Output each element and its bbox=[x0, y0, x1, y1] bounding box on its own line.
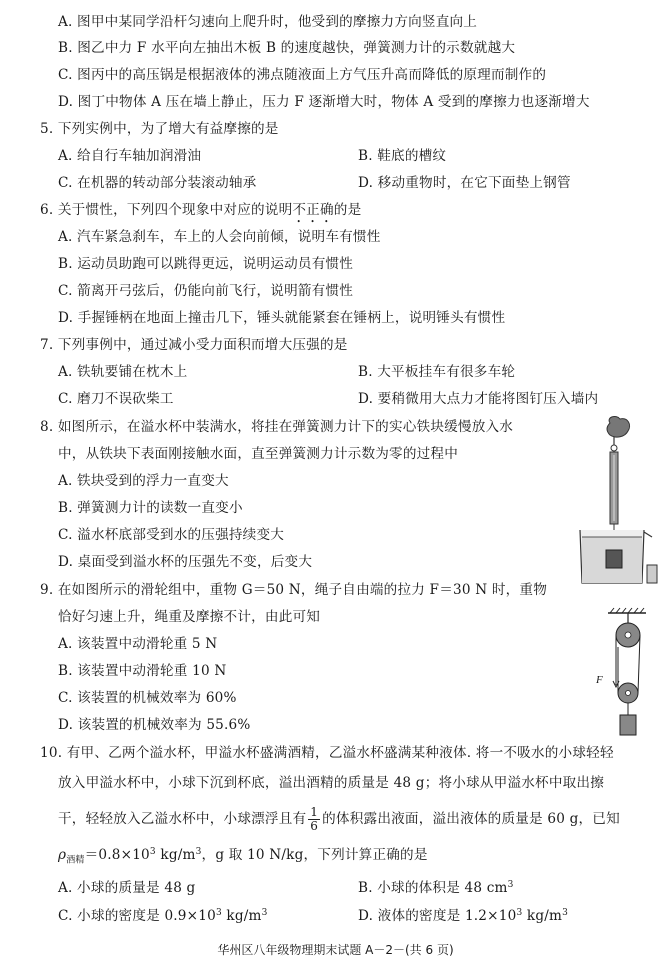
q10-stem-line4 bbox=[58, 846, 428, 870]
q4-option-c: C. 图丙中的高压锅是根据液体的沸点随液面上方气压升高而降低的原理而制作的 bbox=[58, 67, 547, 83]
q10-option-c-unit: kg/m bbox=[221, 908, 262, 924]
q8-figure bbox=[570, 415, 658, 590]
q9-stem-line2: 恰好匀速上升，绳重及摩擦不计，由此可知 bbox=[58, 609, 321, 625]
q6-option-a: A. 汽车紧急刹车，车上的人会向前倾，说明车有惯性 bbox=[58, 229, 381, 245]
q10-stem4-b: kg/m bbox=[155, 847, 196, 863]
q6-stem-pre: 6. 关于惯性，下列四个现象中对应的说明 bbox=[40, 202, 293, 218]
q9-option-c: C. 该装置的机械效率为 60% bbox=[58, 690, 237, 706]
q10-stem4-a: ＝0.8×10 bbox=[84, 847, 150, 863]
q9-option-b: B. 该装置中动滑轮重 10 N bbox=[58, 663, 227, 679]
q4-option-d: D. 图丁中物体 A 压在墙上静止，压力 F 逐渐增大时，物体 A 受到的摩擦力也逐渐增大 bbox=[58, 94, 590, 110]
q5-option-b: B. 鞋底的槽纹 bbox=[358, 148, 447, 164]
q8-option-d: D. 桌面受到溢水杯的压强先不变，后变大 bbox=[58, 554, 313, 570]
q10-stem-line3 bbox=[58, 804, 620, 834]
q10-option-b-text: B. 小球的体积是 48 cm bbox=[358, 880, 508, 896]
q10-option-c-exp2: 3 bbox=[261, 908, 268, 918]
q10-option-a: A. 小球的质量是 48 g bbox=[58, 880, 196, 896]
q10-option-d-unit: kg/m bbox=[522, 908, 563, 924]
q10-stem3-pre: 干，轻轻放入乙溢水杯中，小球漂浮且有 bbox=[58, 811, 307, 827]
q8-stem-line2: 中，从铁块下表面刚接触水面，直至弹簧测力计示数为零的过程中 bbox=[58, 446, 459, 462]
q10-option-b bbox=[358, 879, 514, 897]
q7-option-b: B. 大平板挂车有很多车轮 bbox=[358, 364, 516, 380]
q6-stem bbox=[40, 201, 361, 226]
q10-option-c-exp: 3 bbox=[215, 908, 222, 918]
page-footer: 华州区八年级物理期末试题 A－2－(共 6 页) bbox=[217, 943, 454, 957]
q9-stem-line1: 9. 在如图所示的滑轮组中，重物 G＝50 N，绳子自由端的拉力 F＝30 N 时，重物 bbox=[40, 582, 547, 598]
q10-option-d-text: D. 液体的密度是 1.2×10 bbox=[358, 908, 517, 924]
q10-fraction-numerator: 1 bbox=[310, 805, 319, 819]
q6-option-d: D. 手握锤柄在地面上撞击几下，锤头就能紧套在锤柄上，说明锤头有惯性 bbox=[58, 310, 506, 326]
q6-stem-post: 的是 bbox=[333, 202, 362, 218]
q9-option-d: D. 该装置的机械效率为 55.6% bbox=[58, 717, 251, 733]
q10-stem-line2: 放入甲溢水杯中，小球下沉到杯底，溢出酒精的质量是 48 g；将小球从甲溢水杯中取出擦 bbox=[58, 775, 605, 791]
q10-stem4-exp2: 3 bbox=[195, 847, 202, 857]
q6-option-c: C. 箭离开弓弦后，仍能向前飞行，说明箭有惯性 bbox=[58, 283, 354, 299]
q10-rho: ρ bbox=[58, 847, 67, 863]
q9-figure bbox=[590, 605, 650, 740]
q10-stem4-exp: 3 bbox=[149, 847, 156, 857]
q9-option-a: A. 该装置中动滑轮重 5 N bbox=[58, 636, 218, 652]
q10-option-b-exp: 3 bbox=[507, 880, 514, 890]
q10-stem3-post: 的体积露出液面，溢出液体的质量是 60 g，已知 bbox=[322, 811, 620, 827]
q10-option-c bbox=[58, 907, 268, 925]
q6-stem-emphasis: 不正确 bbox=[292, 202, 334, 218]
q9-force-label: F bbox=[596, 674, 603, 686]
q10-fraction bbox=[308, 806, 320, 833]
q7-stem: 7. 下列事例中，通过减小受力面积而增大压强的是 bbox=[40, 337, 348, 353]
q10-option-d-exp2: 3 bbox=[562, 908, 569, 918]
q7-option-c: C. 磨刀不误砍柴工 bbox=[58, 391, 174, 407]
q5-option-a: A. 给自行车轴加润滑油 bbox=[58, 148, 202, 164]
q10-stem4-c: ，g 取 10 N/kg，下列计算正确的是 bbox=[201, 847, 428, 863]
q8-option-b: B. 弹簧测力计的读数一直变小 bbox=[58, 500, 243, 516]
q5-option-c: C. 在机器的转动部分装滚动轴承 bbox=[58, 175, 257, 191]
q8-stem-line1: 8. 如图所示，在溢水杯中装满水，将挂在弹簧测力计下的实心铁块缓慢放入水 bbox=[40, 419, 514, 435]
q5-stem: 5. 下列实例中，为了增大有益摩擦的是 bbox=[40, 121, 279, 137]
q6-option-b: B. 运动员助跑可以跳得更远，说明运动员有惯性 bbox=[58, 256, 354, 272]
q7-option-a: A. 铁轨要铺在枕木上 bbox=[58, 364, 188, 380]
q4-option-a: A. 图甲中某同学沿杆匀速向上爬升时，他受到的摩擦力方向竖直向上 bbox=[58, 14, 478, 30]
q10-option-c-text: C. 小球的密度是 0.9×10 bbox=[58, 908, 216, 924]
q7-option-d: D. 要稍微用大点力才能将图钉压入墙内 bbox=[358, 391, 599, 407]
q10-option-d-exp: 3 bbox=[516, 908, 523, 918]
q4-option-b: B. 图乙中力 F 水平向左抽出木板 B 的速度越快，弹簧测力计的示数就越大 bbox=[58, 40, 516, 56]
q10-rho-subscript: 酒精 bbox=[66, 855, 85, 866]
q10-stem-line1: 10. 有甲、乙两个溢水杯，甲溢水杯盛满酒精，乙溢水杯盛满某种液体. 将一不吸水的小球轻轻 bbox=[40, 745, 614, 761]
q10-fraction-denominator: 6 bbox=[310, 819, 319, 833]
q5-option-d: D. 移动重物时，在它下面垫上钢管 bbox=[358, 175, 571, 191]
q8-option-a: A. 铁块受到的浮力一直变大 bbox=[58, 473, 229, 489]
q10-option-d bbox=[358, 907, 568, 925]
q8-option-c: C. 溢水杯底部受到水的压强持续变大 bbox=[58, 527, 285, 543]
